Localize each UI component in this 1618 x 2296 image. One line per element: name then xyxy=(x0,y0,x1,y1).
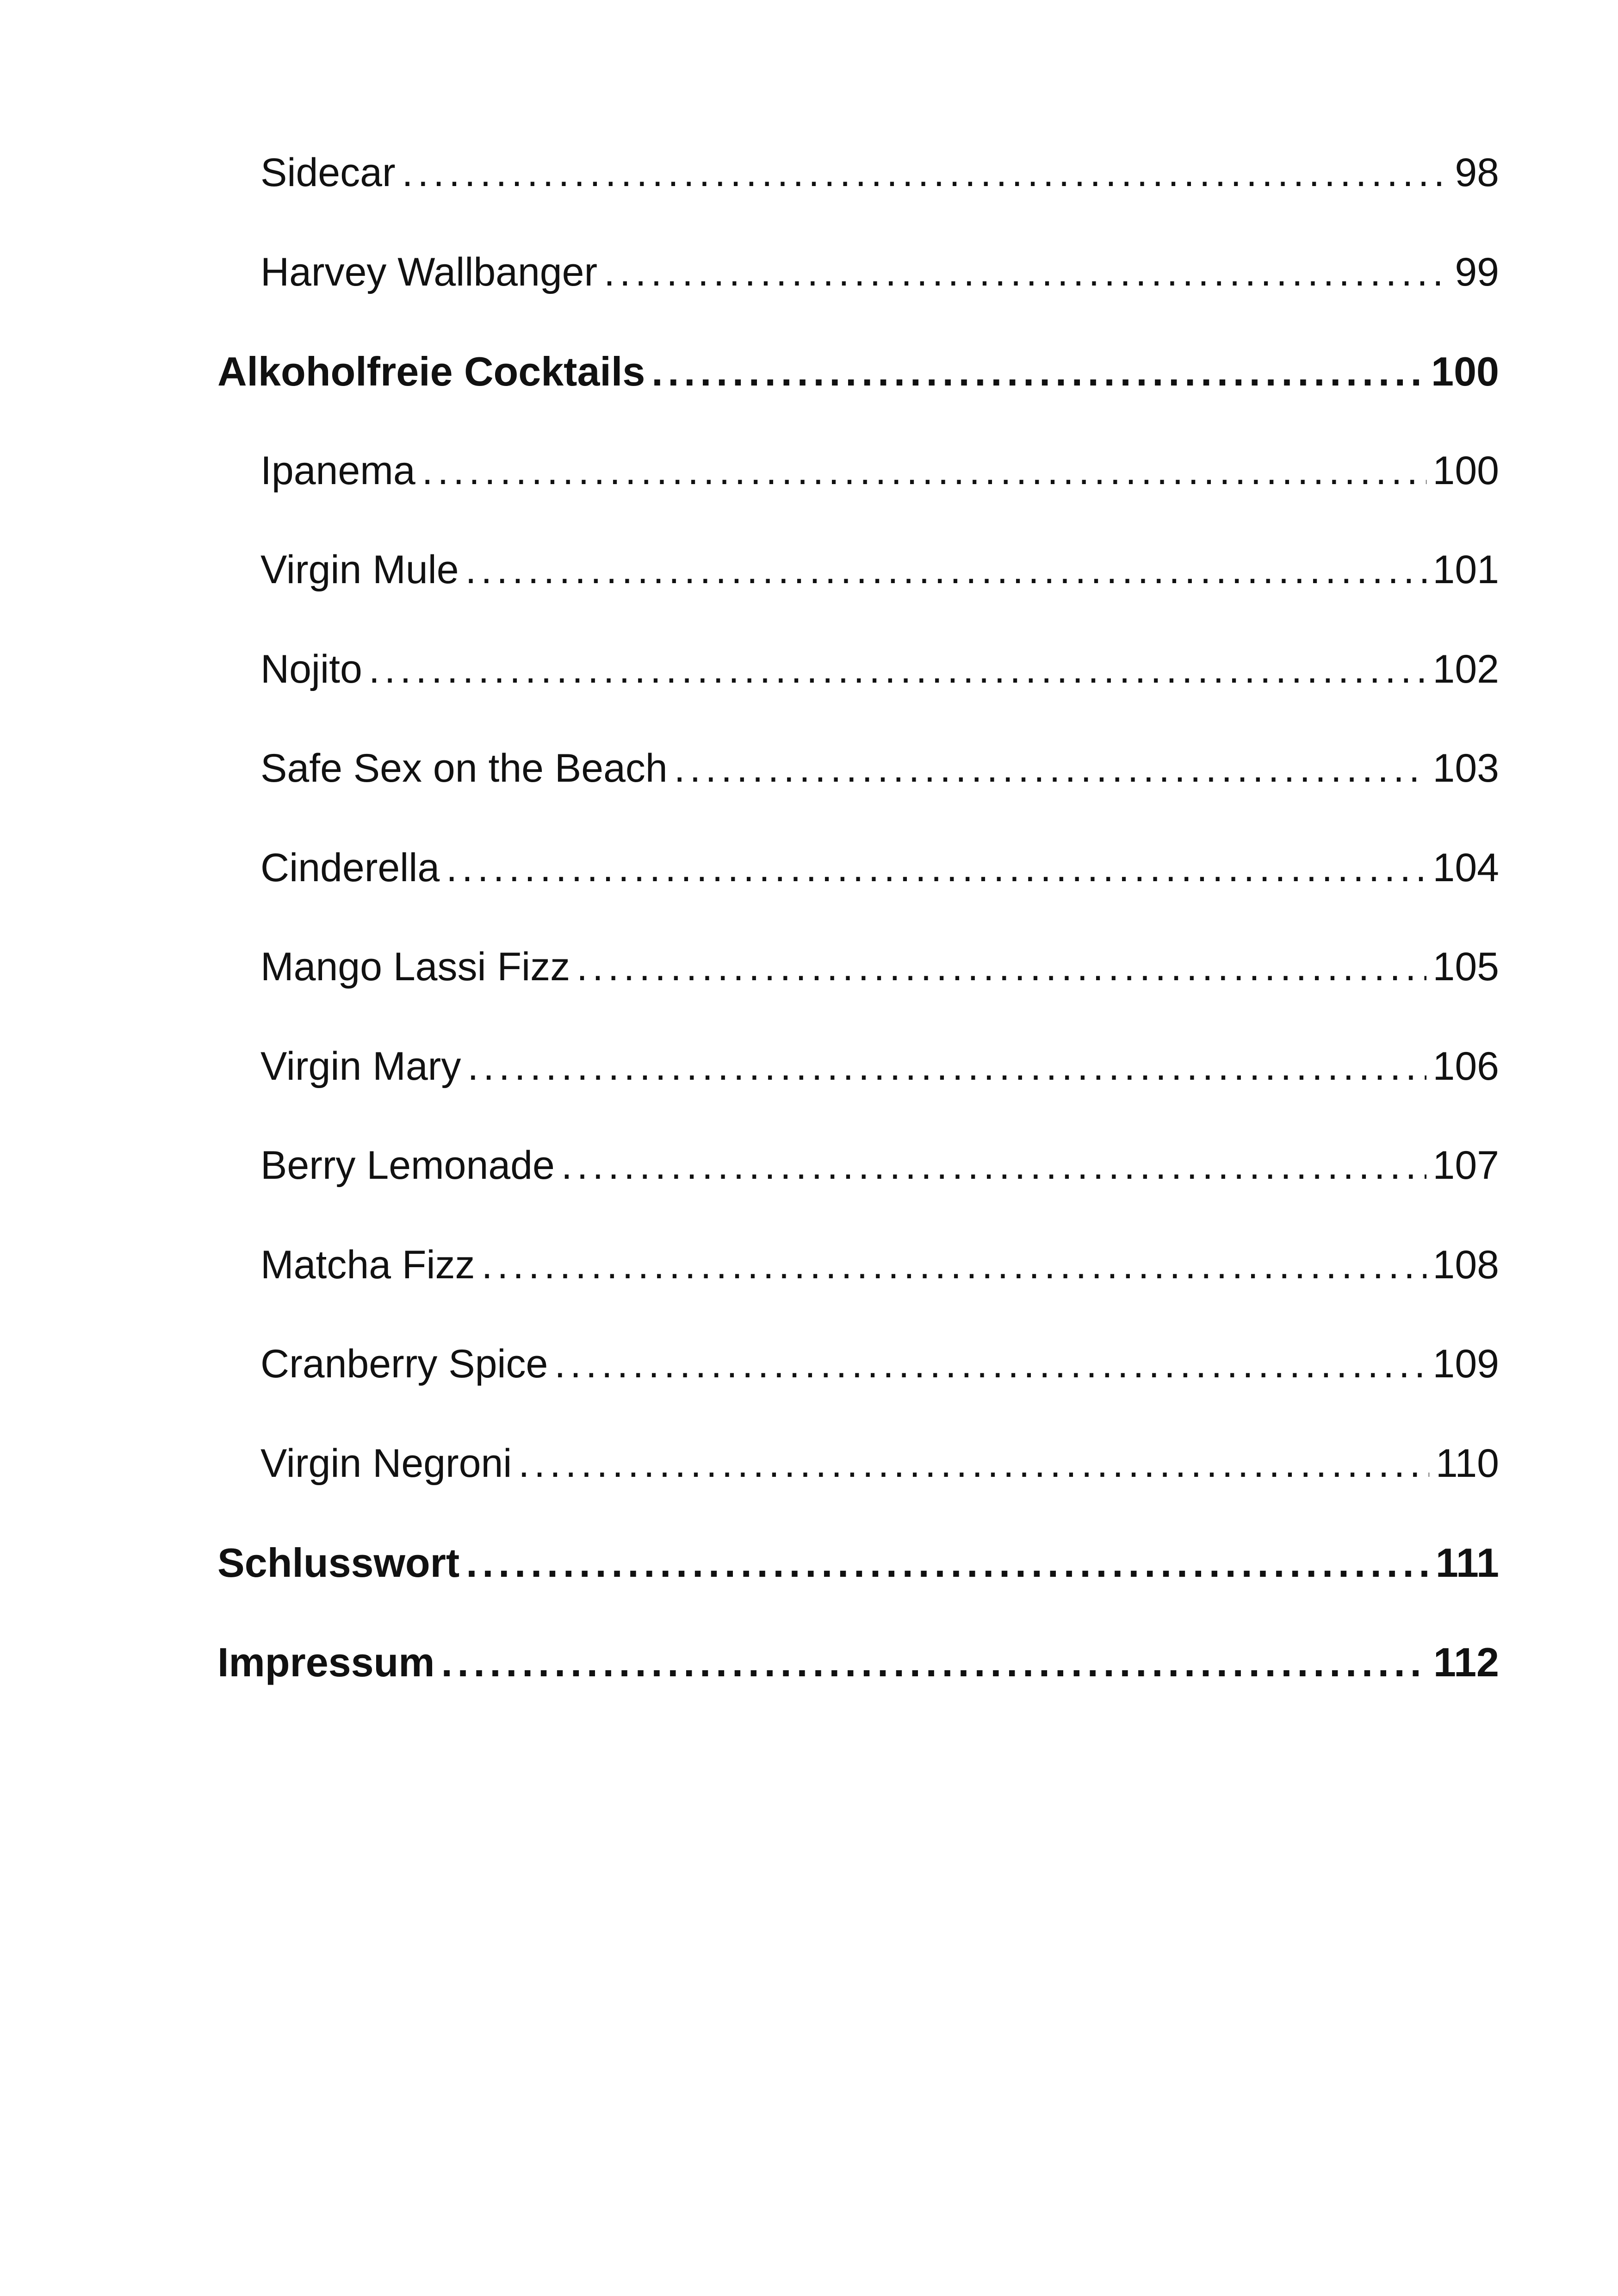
toc-dot-leader xyxy=(604,252,1448,292)
toc-entry-page-number: 100 xyxy=(1432,448,1499,493)
toc-entry-page-number: 102 xyxy=(1432,647,1499,691)
table-of-contents xyxy=(217,150,1499,1741)
toc-entry-title: Virgin Negroni xyxy=(260,1441,512,1486)
toc-entry-matcha-fizz[interactable] xyxy=(217,1242,1499,1344)
toc-entry-page-number: 103 xyxy=(1432,746,1499,790)
toc-dot-leader xyxy=(402,153,1449,193)
toc-entry-page-number: 109 xyxy=(1432,1342,1499,1386)
toc-entry-page-number: 110 xyxy=(1435,1441,1499,1486)
toc-entry-title: Schlusswort xyxy=(217,1540,460,1586)
toc-entry-title: Ipanema xyxy=(260,448,415,493)
toc-entry-harvey-wallbanger[interactable] xyxy=(217,249,1499,352)
toc-entry-virgin-mary[interactable] xyxy=(217,1046,1499,1146)
toc-dot-leader xyxy=(465,550,1426,590)
toc-dot-leader xyxy=(554,1344,1426,1384)
toc-entry-title: Berry Lemonade xyxy=(260,1143,555,1188)
toc-entry-schlusswort[interactable] xyxy=(217,1540,1499,1642)
toc-dot-leader xyxy=(482,1245,1426,1285)
toc-entry-page-number: 106 xyxy=(1432,1044,1499,1089)
toc-entry-ipanema[interactable] xyxy=(217,448,1499,550)
toc-entry-title: Cinderella xyxy=(260,845,440,890)
toc-entry-title: Harvey Wallbanger xyxy=(260,249,598,294)
toc-entry-nojito[interactable] xyxy=(217,649,1499,749)
toc-entry-title: Sidecar xyxy=(260,150,396,195)
toc-dot-leader xyxy=(674,748,1426,788)
toc-entry-virgin-negroni[interactable] xyxy=(217,1441,1499,1543)
toc-entry-title: Alkoholfreie Cocktails xyxy=(217,348,645,394)
toc-entry-title: Matcha Fizz xyxy=(260,1242,475,1287)
toc-dot-leader xyxy=(441,1642,1427,1683)
toc-entry-title: Nojito xyxy=(260,647,362,691)
toc-entry-alkoholfreie-cocktails[interactable] xyxy=(217,348,1499,451)
toc-entry-impressum[interactable] xyxy=(217,1639,1499,1742)
toc-entry-page-number: 111 xyxy=(1435,1540,1499,1586)
toc-entry-virgin-mule[interactable] xyxy=(217,550,1499,649)
toc-entry-page-number: 104 xyxy=(1432,845,1499,890)
toc-entry-cinderella[interactable] xyxy=(217,845,1499,947)
toc-entry-title: Mango Lassi Fizz xyxy=(260,945,570,989)
toc-entry-mango-lassi-fizz[interactable] xyxy=(217,947,1499,1046)
toc-entry-page-number: 107 xyxy=(1432,1143,1499,1188)
toc-dot-leader xyxy=(561,1145,1426,1185)
toc-entry-sidecar[interactable] xyxy=(217,150,1499,252)
toc-entry-page-number: 100 xyxy=(1431,348,1499,394)
toc-entry-title: Impressum xyxy=(217,1639,435,1685)
toc-entry-title: Virgin Mule xyxy=(260,548,459,592)
toc-entry-berry-lemonade[interactable] xyxy=(217,1145,1499,1245)
toc-dot-leader xyxy=(651,351,1425,392)
toc-dot-leader xyxy=(369,649,1426,689)
toc-dot-leader xyxy=(466,1543,1429,1583)
toc-entry-cranberry-spice[interactable] xyxy=(217,1344,1499,1444)
toc-entry-page-number: 101 xyxy=(1432,548,1499,592)
toc-entry-page-number: 99 xyxy=(1455,249,1499,294)
toc-entry-title: Virgin Mary xyxy=(260,1044,461,1089)
toc-entry-page-number: 98 xyxy=(1455,150,1499,195)
toc-dot-leader xyxy=(577,947,1426,987)
toc-entry-title: Safe Sex on the Beach xyxy=(260,746,668,790)
toc-entry-page-number: 105 xyxy=(1432,945,1499,989)
toc-entry-page-number: 108 xyxy=(1432,1242,1499,1287)
toc-dot-leader xyxy=(446,848,1426,888)
toc-dot-leader xyxy=(467,1046,1426,1086)
toc-dot-leader xyxy=(518,1444,1429,1483)
toc-dot-leader xyxy=(422,451,1426,491)
toc-entry-page-number: 112 xyxy=(1433,1639,1499,1685)
toc-entry-safe-sex-on-the-beach[interactable] xyxy=(217,748,1499,848)
toc-entry-title: Cranberry Spice xyxy=(260,1342,548,1386)
